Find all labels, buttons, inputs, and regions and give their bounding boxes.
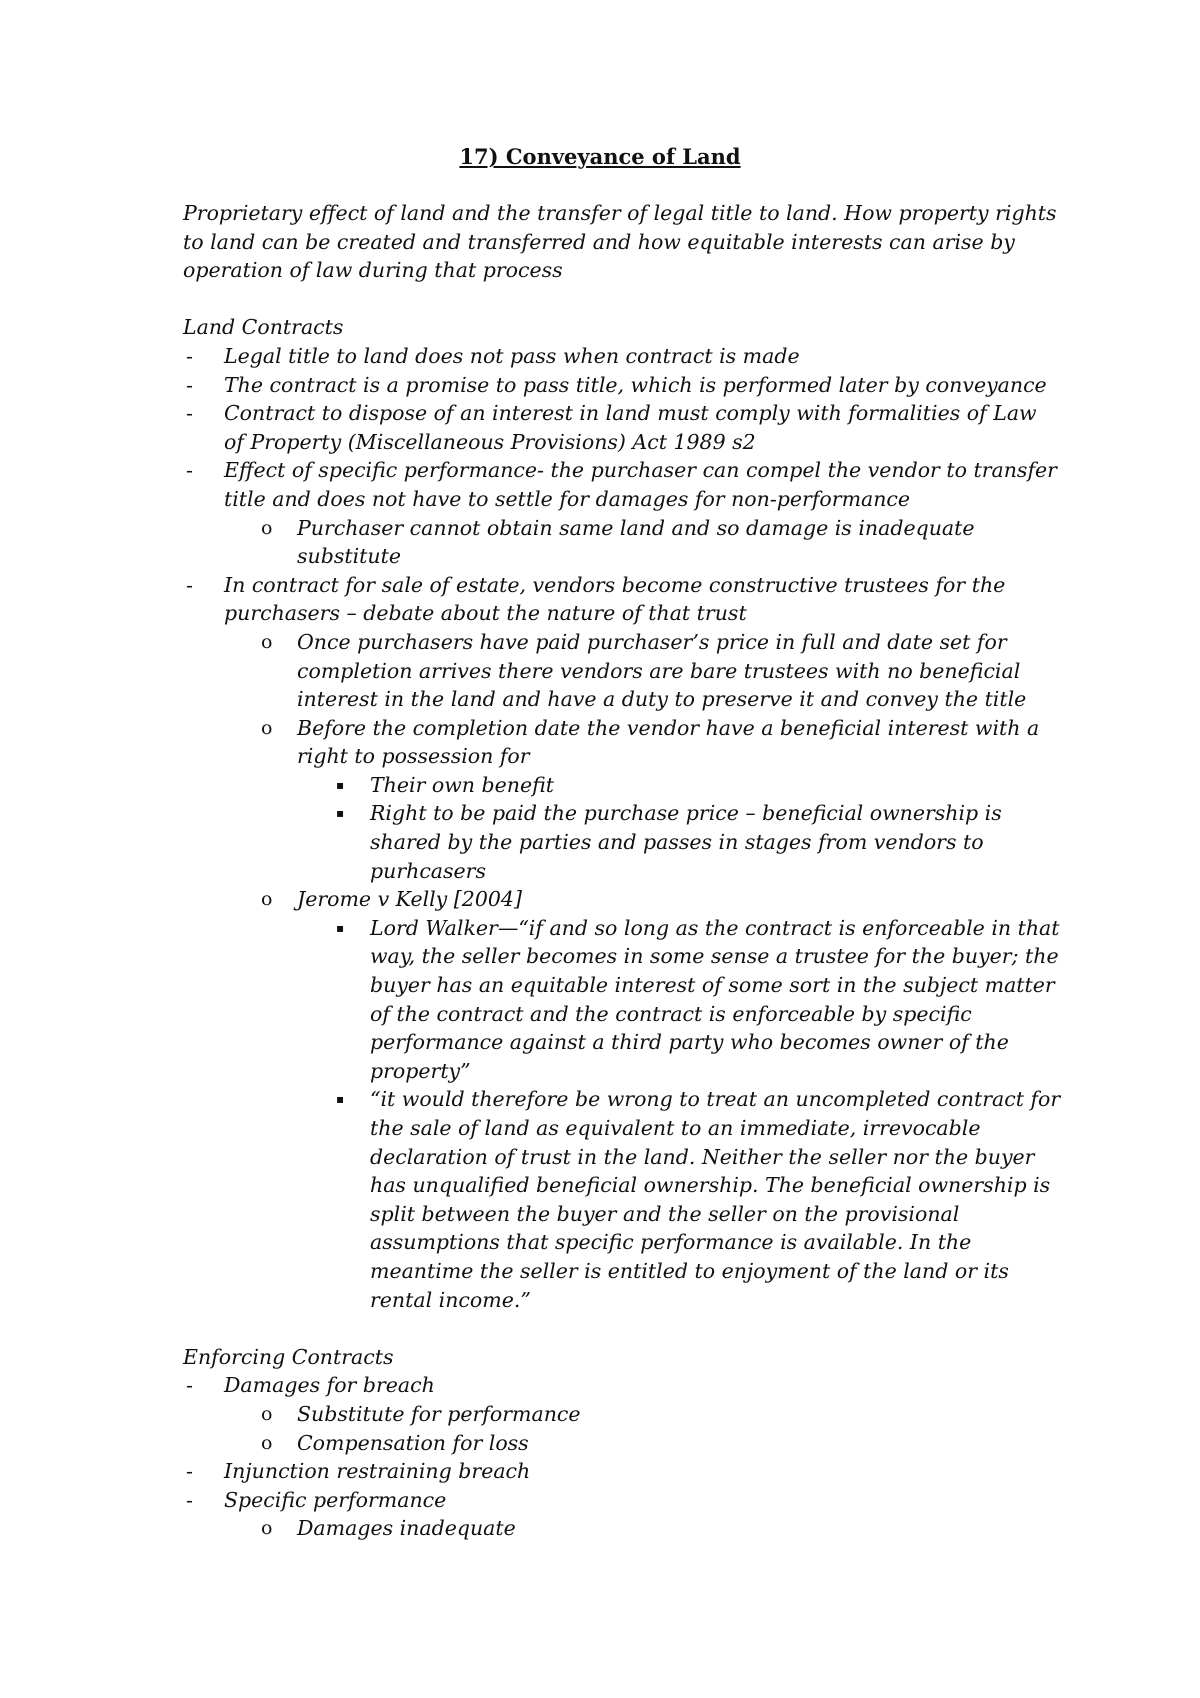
dash-bullet-icon: -: [186, 372, 193, 397]
list-item: [183, 914, 1063, 1086]
list-item-text: Purchaser cannot obtain same land and so damage is inadequate substitute: [297, 515, 975, 569]
list-item-text: Contract to dispose of an interest in land must comply with formalities of Law of Property (Miscellaneous Provisions) Act 1989 s2: [224, 401, 1037, 454]
spacer: [183, 1314, 1063, 1343]
spacer: [183, 285, 1063, 314]
list-item: [183, 371, 1063, 400]
list-item-text: Before the completion date the vendor have a beneficial interest with a right to possession for: [297, 715, 1040, 769]
list-item: [183, 1371, 1063, 1400]
bullet-list: [183, 342, 1063, 1314]
list-item-text: Substitute for performance: [297, 1401, 581, 1426]
dash-bullet-icon: -: [186, 1373, 193, 1398]
list-item: [183, 1429, 1063, 1458]
list-item: [183, 1457, 1063, 1486]
section-enforcing-contracts: [183, 1343, 1063, 1543]
square-bullet-icon: ▪: [336, 806, 345, 821]
list-item-text: Compensation for loss: [297, 1430, 529, 1455]
circle-bullet-icon: o: [261, 630, 273, 653]
dash-bullet-icon: -: [186, 1459, 193, 1484]
dash-bullet-icon: -: [186, 343, 193, 368]
intro-paragraph: Proprietary effect of land and the transfer of legal title to land. How property rights to land can be created and transferred and how equitable interests can arise by operation of law during that process: [183, 201, 1057, 283]
list-item-text: Specific performance: [224, 1487, 447, 1512]
list-item-text: Damages inadequate: [297, 1516, 516, 1541]
circle-bullet-icon: o: [261, 1517, 273, 1540]
section-heading: Enforcing Contracts: [183, 1344, 394, 1369]
list-item: [183, 771, 1063, 800]
list-item: [183, 714, 1063, 771]
list-item: [183, 456, 1063, 513]
square-bullet-icon: ▪: [336, 777, 345, 792]
document-body: [183, 199, 1063, 1543]
page-title: 17) Conveyance of Land: [459, 144, 741, 169]
list-item: [183, 342, 1063, 371]
list-item: [183, 1085, 1063, 1314]
square-bullet-icon: ▪: [336, 920, 345, 935]
list-item: [183, 628, 1063, 714]
list-item: [183, 1514, 1063, 1543]
list-item-text: In contract for sale of estate, vendors become constructive trustees for the purchasers – debate about the nature of that trust: [224, 572, 1006, 626]
list-item-text: Lord Walker—“if and so long as the contract is enforceable in that way, the seller becomes in some sense a trustee for the buyer; the buyer has an equitable interest of some sort in the subject matter of the contract and the contract is enforceable by specific performance against a third party who becomes owner of the property”: [370, 915, 1060, 1083]
list-item-text: Right to be paid the purchase price – beneficial ownership is shared by the parties and passes in stages from vendors to purhcasers: [370, 801, 1002, 883]
square-bullet-icon: ▪: [336, 1092, 345, 1107]
dash-bullet-icon: -: [186, 1487, 193, 1512]
list-item: [183, 799, 1063, 885]
section-heading: Land Contracts: [183, 315, 344, 340]
list-item: [183, 885, 1063, 914]
section-land-contracts: [183, 313, 1063, 1314]
circle-bullet-icon: o: [261, 516, 273, 539]
list-item-text: Injunction restraining breach: [224, 1459, 531, 1484]
bullet-list: [183, 1371, 1063, 1543]
dash-bullet-icon: -: [186, 572, 193, 597]
circle-bullet-icon: o: [261, 888, 273, 911]
list-item: [183, 1400, 1063, 1429]
circle-bullet-icon: o: [261, 1402, 273, 1425]
dash-bullet-icon: -: [186, 458, 193, 483]
circle-bullet-icon: o: [261, 716, 273, 739]
list-item: [183, 399, 1063, 456]
list-item-text: “it would therefore be wrong to treat an uncompleted contract for the sale of land as equivalent to an immediate, irrevocable declaration of trust in the land. Neither the seller nor the buyer has unqualified beneficial ownership. The beneficial ownership is split between the buyer and the seller on the provisional assumptions that specific performance is available. In the meantime the seller is entitled to enjoyment of the land or its rental income.”: [370, 1087, 1061, 1312]
list-item-text: Their own benefit: [370, 772, 554, 797]
circle-bullet-icon: o: [261, 1431, 273, 1454]
dash-bullet-icon: -: [186, 401, 193, 426]
list-item-text: Damages for breach: [224, 1373, 435, 1398]
list-item-text: Jerome v Kelly [2004]: [297, 887, 522, 912]
list-item-text: The contract is a promise to pass title, which is performed later by conveyance: [224, 372, 1047, 397]
list-item-text: Once purchasers have paid purchaser’s price in full and date set for completion arrives there vendors are bare trustees with no beneficial interest in the land and have a duty to preserve it and convey the title: [297, 629, 1027, 712]
list-item-text: Effect of specific performance- the purchaser can compel the vendor to transfer title and does not have to settle for damages for non-performance: [224, 458, 1057, 511]
list-item-text: Legal title to land does not pass when contract is made: [224, 343, 800, 368]
list-item: [183, 1486, 1063, 1515]
list-item: [183, 514, 1063, 571]
list-item: [183, 571, 1063, 628]
